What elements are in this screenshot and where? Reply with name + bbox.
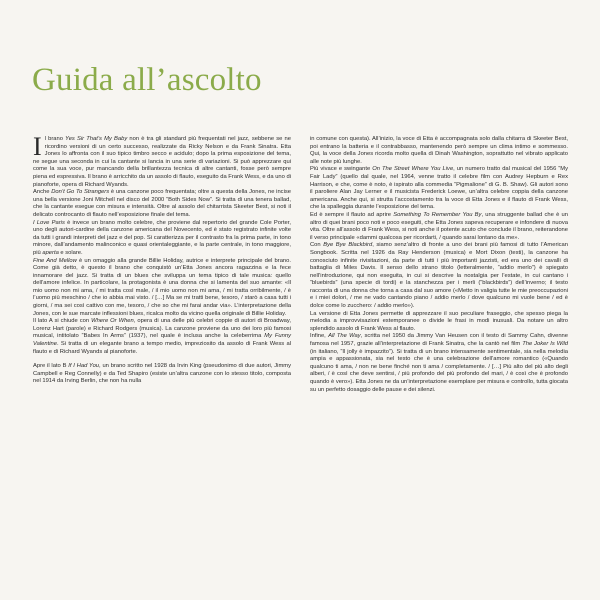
drop-cap: I — [33, 132, 42, 161]
text-run: , siamo senz’altro di fronte a uno dei brani più famosi di tutto l’American Songbook. Scritta nel 1926 da Ray Henderson (musica) e Mort Dixon (testi), la canzone ha conosciuto infinite rivisitazioni, da parte di tutti i più importanti jazzisti, ed era uno dei cavalli di battaglia di Miles Davis. Il senso dello strano titolo (letteralmente, “addio merlo”) è spiegato nell’introduzione, qui non eseguita, in cui si descrive la nostalgia per l’estate, in cui cantano i “bluebirds” (una specie di tordi) e la stanchezza per i merli (“blackbirds”) dell’inverno; il testo racconta di una donna che torna a casa dal suo amore («Metto in valigia tutte le mie preoccupazioni e i miei dolori, / me ne vado cantando piano / addio merlo / dove qualcuno mi vuole bene / ed è dolce come lo zucchero: / addio merlo»). — [310, 242, 569, 310]
text-run: in comune con questa). All’inizio, la voce di Etta è accompagnata solo dalla chitarra di Skeeter Best, poi entrano la batteria e il contrabbasso, mantenendo però sempre un clima intimo e sommesso. Qui, la voce della Jones ricorda molto quella di Dinah Washington, soprattutto nel vibrato applicato alle note più lunghe. — [310, 136, 568, 165]
text-run: Più vivace e swingante — [310, 166, 373, 173]
text-run: , un numero tratto dal musical del 1956 “My Fair Lady” (quello dal quale, nel 1964, venne tratto il celebre film con Audrey Hepburn e Rex Harrison, e che, come è noto, è ispirato alla commedia “Pigmalione” di G. B. Shaw). Gli autori sono il paroliere Alan Jay Lerner e il musicista Frederick Loewe, un’altra celebre coppia della canzone americana. Anche qui, si strutta l’accostamento tra la voce di Etta Jones e il flauto di Frank Wess, che la spalleggia durante l’esposizione del tema. — [310, 166, 568, 211]
paragraph — [310, 333, 568, 394]
text-run: (in italiano, “Il jolly è impazzito”). Si tratta di un brano intensamente sentimentale, sia nella melodia ampia e appassionata, sia nel testo che è una celebrazione dell’amore romantico («Quando qualcuno ti ama, / non ne bene finché non ti ama / completamente. / […] Più alto del più alto degli alberi, / è così che deve sentirsi, / più profondo del più profondo del mari, / è così che è profondo quando è vero»). Etta Jones ne da un’interpretazione esemplare per misura e controllo, tutta giocata su un perfetto dosaggio delle pause e dei silenzi. — [310, 348, 568, 393]
paragraph — [310, 136, 568, 166]
text-columns — [33, 132, 569, 588]
text-run: e solare. — [58, 249, 83, 256]
song-title: My Funny Valentine — [33, 333, 291, 348]
song-title: On The Street Where You Live — [372, 166, 454, 173]
song-title: Something To Remember You By — [393, 211, 482, 218]
paragraph-spacer — [33, 356, 291, 363]
text-run: Il lato A si chiude con — [33, 318, 92, 325]
text-run: Infine, — [310, 333, 329, 340]
text-run: non è tra gli standard più frequentati nel jazz, sebbene se ne ricordino versioni di un certo successo, realizzate da Ricky Nelson e da Frank Sinatra. Etta Jones lo affronta con il suo tipico timbro secco e acidulo; dopo la prima esposizione del tema, ne segue una seconda in cui la cantante si lancia in una serie di variazioni. Si può apprezzare qui come la sua voce, pur mancando della brillantezza tecnica di altre cantanti, fosse però sempre piena ed espressiva. Il brano è arricchito da un assolo di flauto, eseguito da Frank Wess, e da uno di pianoforte, opera di Richard Wyands. — [33, 136, 292, 188]
text-run: Con — [310, 242, 324, 249]
page-title: Guida all’ascolto — [32, 62, 262, 98]
song-title: Yes Sir That’s My Baby — [65, 136, 128, 142]
paragraph — [33, 189, 291, 219]
song-title: Don’t Go To Strangers — [51, 189, 110, 196]
paragraph — [33, 132, 292, 189]
text-run: Ed è sempre il flauto ad aprire — [310, 211, 394, 218]
song-title: I Love Paris — [33, 219, 65, 226]
text-run: l brano — [44, 136, 66, 142]
left-column — [33, 132, 292, 588]
paragraph — [310, 212, 568, 242]
text-run: Apre il lato B — [33, 363, 69, 370]
text-run: è una canzone poco frequentata; oltre a questa della Jones, ne incise una bella versione Joni Mitchell nel disco del 2000 “Both Sides Now”. Si tratta di una tenera ballad, che la cantante esegue con misura e intensità. Oltre al assolo del chitarrista Skeeter Best, si noti il delicato controcanto di flauto nell’esposizione finale del tema. — [33, 189, 291, 218]
paragraph — [33, 258, 291, 319]
text-run: , un brano scritto nel 1928 da Irvin King (pseudonimo di due autori, Jimmy Campbell e Reg Connelly) e da Ted Shapiro (esiste un’altra canzone con lo stesso titolo, composta nel 1914 da Irving Berlin, che non ha nulla — [33, 363, 292, 385]
text-run: Anche — [33, 189, 52, 196]
paragraph — [310, 166, 568, 212]
text-run: è un omaggio alla grande Billie Holiday, autrice e interprete principale del brano. Come già detto, è questo il brano che conquistò un’Etta Jones ancora ragazzina e la fece innamorare del jazz. Si tratta di un blues che sviluppa un tema tipico di tale musica: quello dell’amore infelice. In particolare, la protagonista è una donna che si lamenta del suo amante: «Il mio uomo non mi ama, / mi tratta così male, / il mio uomo non mi ama, / mi tratta orribilmente, / è l’uomo più meschino / che io abbia mai visto. / […] Ma se mi tratti bene, tesoro, / starò a casa tutti i giorni, / ma sei così cattivo con me, tesoro, / che so che mi farai andar via». L’interpretazione della Jones, con le sue marcate inflessioni blues, ricalca molto da vicino quella originale di Billie Holiday. — [33, 257, 291, 317]
paragraph — [33, 220, 291, 258]
song-title: If I Had You — [68, 363, 100, 370]
text-run: è invece un brano molto celebre, che proviene dal repertorio del grande Cole Porter, uno degli autori-cardine della canzone americana del Novecento, ed è stato registrato infinite volte da tutti i grandi interpreti del jazz e del pop. Si caratterizza per il contrasto fra la prima parte, in tono minore, dall’andamento malinconico e quasi orientaleggiante, e la parte centrale, in tono maggiore, più — [33, 219, 291, 256]
song-title: Bye Bye Blackbird — [323, 242, 373, 249]
song-title: Where Or When — [91, 318, 134, 325]
paragraph-text — [33, 132, 292, 188]
right-column — [310, 136, 568, 588]
song-title: All The Way — [328, 333, 361, 340]
song-title: Fine And Mellow — [33, 257, 77, 264]
song-title: aperta — [42, 249, 59, 256]
song-title: The Joker Is Wild — [522, 341, 568, 348]
paragraph — [33, 318, 291, 356]
text-run: La versione di Etta Jones permette di apprezzare il suo peculiare fraseggio, che spesso piega la melodia a improvvisazioni estemporanee o divide le frasi in modi inusuali. Da notare un altro splendido assolo di Frank Wess al flauto. — [310, 310, 568, 332]
paragraph — [310, 242, 568, 310]
text-run: , una struggente ballad che è un altro di quei brani poco noti e poco eseguiti, che Etta Jones sapeva recuperare e infondere di nuova vita. Oltre all’assolo di Frank Wess, si noti anche il potente acuto che conclude il brano, reiterandone il verso principale «dammi qualcosa per ricordarti, / quando sarai lontano da me». — [310, 211, 568, 241]
paragraph — [33, 363, 291, 386]
paragraph — [310, 311, 568, 334]
text-run: , scritta nel 1950 da Jimmy Van Heusen con il testo di Sammy Cahn, divenne famosa nel 1957, grazie all’interpretazione di Frank Sinatra, che la cantò nel film — [310, 333, 568, 348]
text-run: , opera di una delle più celebri coppie di autori di Broadway, Lorenz Hart (parole) e Richard Rodgers (musica). La canzone proviene da uno dei loro più famosi musical, intitolato “Babes In Arms” (1937), nel quale è inclusa anche la celeberrima — [33, 318, 291, 340]
text-run: . Si tratta di un elegante brano a tempo medio, impreziosito da assolo di Frank Wess al flauto e di Richard Wyands al pianoforte. — [33, 341, 291, 355]
